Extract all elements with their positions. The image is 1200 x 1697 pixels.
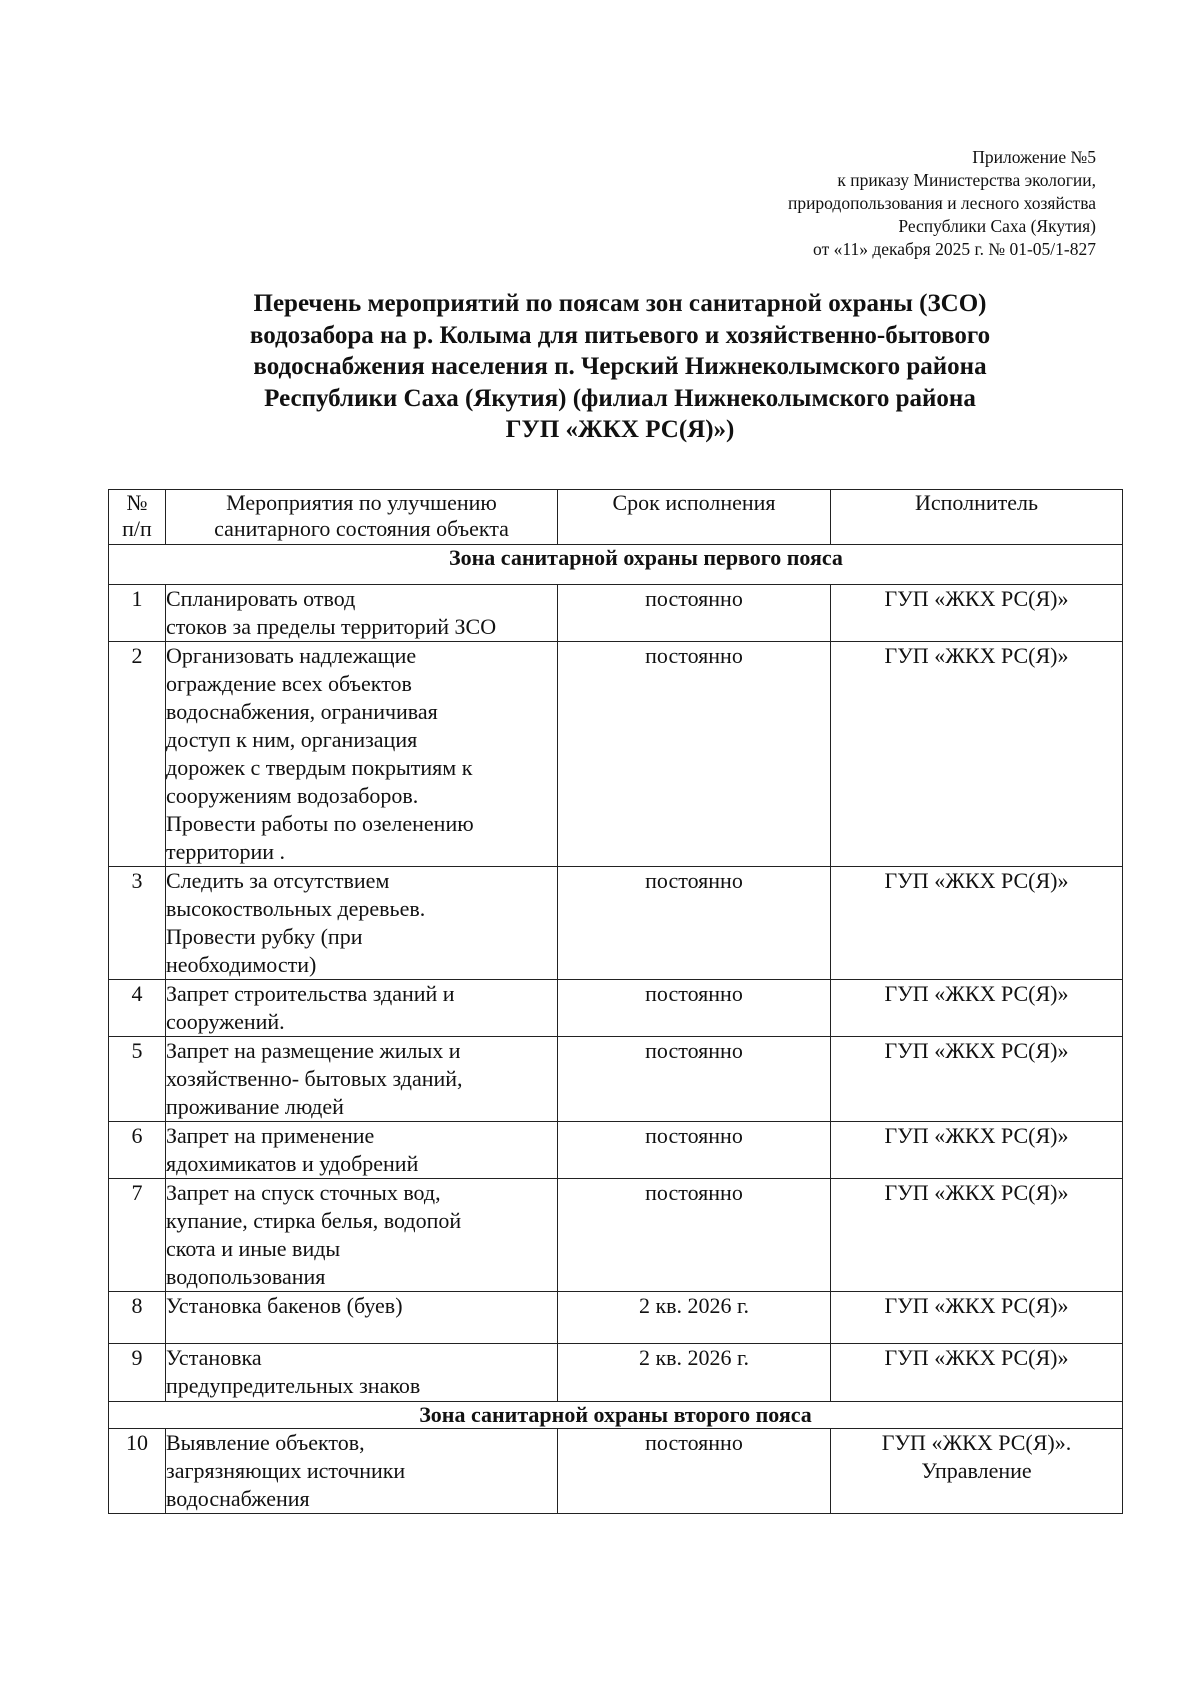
table-header-row — [109, 490, 1123, 545]
executor-line: ГУП «ЖКХ РС(Я)» — [884, 1123, 1069, 1148]
table-row — [109, 1179, 1123, 1292]
header-action — [166, 490, 558, 545]
table-row — [109, 867, 1123, 980]
action-line: стоков за пределы территорий ЗСО — [166, 614, 497, 639]
title-line: водоснабжения населения п. Черский Нижнеколымского района — [253, 353, 987, 380]
row-action — [166, 585, 558, 642]
header-num — [109, 490, 166, 545]
table-row — [109, 642, 1123, 867]
title-line: Перечень мероприятий по поясам зон санитарной охраны (ЗСО) — [253, 290, 987, 317]
header-action-line: Мероприятия по улучшению — [226, 490, 497, 515]
action-line: хозяйственно- бытовых зданий, — [166, 1066, 463, 1091]
executor-line: ГУП «ЖКХ РС(Я)» — [884, 981, 1069, 1006]
row-number: 2 — [109, 642, 166, 867]
action-line: Организовать надлежащие — [166, 643, 417, 668]
action-line: высокоствольных деревьев. — [166, 896, 426, 921]
action-line: Провести работы по озеленению — [166, 811, 474, 836]
header-num-line: № — [126, 490, 148, 515]
row-number: 5 — [109, 1037, 166, 1122]
action-line: Запрет строительства зданий и — [166, 981, 455, 1006]
action-line: купание, стирка белья, водопой — [166, 1208, 462, 1233]
row-term: постоянно — [558, 980, 831, 1037]
action-line: Установка бакенов (буев) — [166, 1293, 403, 1318]
action-line: территории . — [166, 839, 286, 864]
row-term: постоянно — [558, 585, 831, 642]
action-line: ограждение всех объектов — [166, 671, 412, 696]
action-line: ядохимикатов и удобрений — [166, 1151, 419, 1176]
row-executor — [831, 585, 1123, 642]
zone-2-text: Зона санитарной охраны второго пояса — [419, 1402, 812, 1427]
row-action — [166, 1037, 558, 1122]
row-number: 7 — [109, 1179, 166, 1292]
action-line: водопользования — [166, 1264, 326, 1289]
action-line: сооружениям водозаборов. — [166, 783, 419, 808]
row-executor — [831, 1292, 1123, 1344]
row-action — [166, 980, 558, 1037]
action-line: Спланировать отвод — [166, 586, 356, 611]
action-line: Установка — [166, 1345, 262, 1370]
appendix-block — [536, 146, 1096, 261]
executor-line: ГУП «ЖКХ РС(Я)» — [884, 1293, 1069, 1318]
row-action — [166, 1179, 558, 1292]
action-line: Запрет на применение — [166, 1123, 375, 1148]
zone-row — [109, 545, 1123, 585]
row-term: постоянно — [558, 642, 831, 867]
row-action — [166, 1344, 558, 1402]
zone-1-label — [109, 545, 1123, 585]
executor-line: ГУП «ЖКХ РС(Я)» — [884, 868, 1069, 893]
table-row — [109, 980, 1123, 1037]
action-line: Запрет на спуск сточных вод, — [166, 1180, 441, 1205]
action-line: предупредительных знаков — [166, 1373, 421, 1398]
row-number: 9 — [109, 1344, 166, 1402]
executor-line: ГУП «ЖКХ РС(Я)». — [881, 1430, 1072, 1455]
action-line: Провести рубку (при — [166, 924, 363, 949]
row-executor — [831, 867, 1123, 980]
row-executor — [831, 1429, 1123, 1514]
row-executor — [831, 1122, 1123, 1179]
row-term: 2 кв. 2026 г. — [558, 1292, 831, 1344]
row-executor — [831, 1179, 1123, 1292]
title-line: водозабора на р. Колыма для питьевого и хозяйственно-бытового — [249, 321, 991, 349]
appendix-line: природопользования и лесного хозяйства — [787, 193, 1096, 213]
table-row — [109, 1292, 1123, 1344]
table-row — [109, 1429, 1123, 1514]
action-line: водоснабжения — [166, 1486, 310, 1511]
action-line: сооружений. — [166, 1009, 285, 1034]
row-action — [166, 1122, 558, 1179]
executor-line: ГУП «ЖКХ РС(Я)» — [884, 1038, 1069, 1063]
header-num-line: п/п — [122, 516, 152, 541]
action-line: Выявление объектов, — [166, 1430, 365, 1455]
header-action-line: санитарного состояния объекта — [214, 516, 509, 541]
action-line: загрязняющих источники — [166, 1458, 406, 1483]
row-term: постоянно — [558, 1429, 831, 1514]
row-term: постоянно — [558, 1122, 831, 1179]
header-executor: Исполнитель — [831, 490, 1123, 545]
table-row — [109, 585, 1123, 642]
row-term: постоянно — [558, 1179, 831, 1292]
table-row — [109, 1122, 1123, 1179]
appendix-line: к приказу Министерства экологии, — [837, 170, 1096, 190]
zone-row — [109, 1402, 1123, 1429]
appendix-line: от «11» декабря 2025 г. № 01-05/1-827 — [813, 239, 1096, 259]
row-action — [166, 642, 558, 867]
row-action — [166, 1292, 558, 1344]
appendix-line: Приложение №5 — [972, 147, 1096, 167]
row-term: постоянно — [558, 867, 831, 980]
document-title — [110, 288, 1130, 446]
executor-line: ГУП «ЖКХ РС(Я)» — [884, 586, 1069, 611]
action-line: доступ к ним, организация — [166, 727, 418, 752]
row-number: 3 — [109, 867, 166, 980]
row-executor — [831, 980, 1123, 1037]
row-term: 2 кв. 2026 г. — [558, 1344, 831, 1402]
header-term: Срок исполнения — [558, 490, 831, 545]
action-line: Запрет на размещение жилых и — [166, 1038, 461, 1063]
appendix-line: Республики Саха (Якутия) — [898, 216, 1096, 236]
executor-line: ГУП «ЖКХ РС(Я)» — [884, 1345, 1069, 1370]
row-action — [166, 867, 558, 980]
action-line: скота и иные виды — [166, 1236, 341, 1261]
measures-table — [108, 489, 1123, 1514]
table-row — [109, 1037, 1123, 1122]
table-row — [109, 1344, 1123, 1402]
title-line: Республики Саха (Якутия) (филиал Нижнеколымского района — [264, 384, 976, 412]
zone-1-text: Зона санитарной охраны первого пояса — [449, 545, 843, 570]
row-executor — [831, 642, 1123, 867]
action-line: дорожек с твердым покрытиям к — [166, 755, 473, 780]
row-executor — [831, 1037, 1123, 1122]
row-number: 6 — [109, 1122, 166, 1179]
row-number: 1 — [109, 585, 166, 642]
title-line: ГУП «ЖКХ РС(Я)») — [505, 416, 735, 443]
row-number: 8 — [109, 1292, 166, 1344]
action-line: водоснабжения, ограничивая — [166, 699, 438, 724]
action-line: необходимости) — [166, 952, 317, 977]
row-executor — [831, 1344, 1123, 1402]
executor-line: ГУП «ЖКХ РС(Я)» — [884, 643, 1069, 668]
action-line: Следить за отсутствием — [166, 868, 390, 893]
row-action — [166, 1429, 558, 1514]
action-line: проживание людей — [166, 1094, 344, 1119]
row-term: постоянно — [558, 1037, 831, 1122]
row-number: 10 — [109, 1429, 166, 1514]
zone-2-label — [109, 1402, 1123, 1429]
row-number: 4 — [109, 980, 166, 1037]
executor-line: ГУП «ЖКХ РС(Я)» — [884, 1180, 1069, 1205]
executor-line: Управление — [921, 1458, 1032, 1483]
